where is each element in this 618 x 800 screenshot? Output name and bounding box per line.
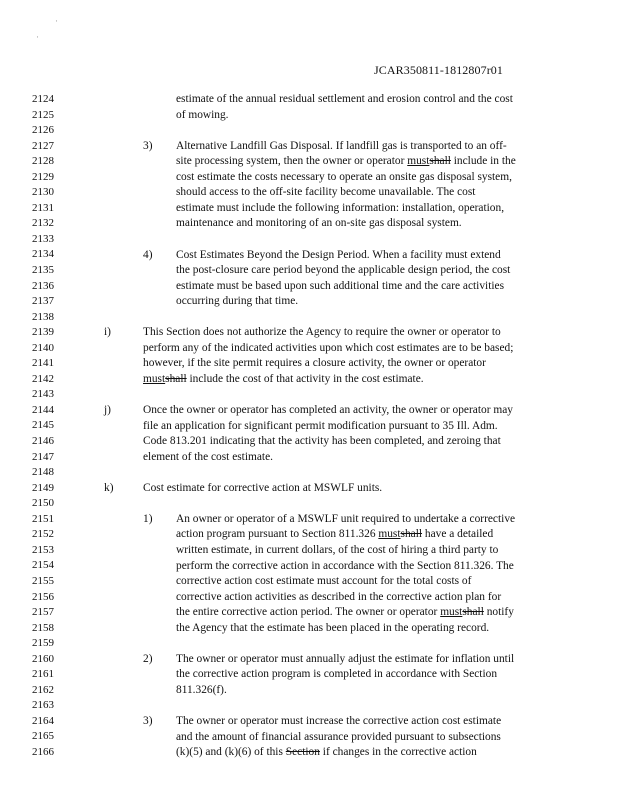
text-line: the corrective action program is completed in accordance with Section — [176, 668, 498, 681]
text-line: The owner or operator must increase the corrective action cost estimate — [176, 715, 502, 727]
line-number: 2163 — [32, 699, 54, 712]
document-id: JCAR350811-1812807r01 — [374, 63, 503, 77]
line-number: 2141 — [32, 357, 54, 370]
text-line: Code 813.201 indicating that the activity has been completed, and zeroing that — [143, 435, 501, 448]
text-line: of mowing. — [176, 108, 229, 121]
inserted-text: must — [378, 528, 401, 541]
line-number: 2162 — [32, 683, 54, 696]
line-number: 2160 — [32, 652, 54, 665]
line-number: 2151 — [32, 512, 54, 525]
text-line: the entire corrective action period. The owner or operator mustshall notify — [176, 606, 514, 619]
line-number: 2128 — [32, 155, 54, 168]
line-number: 2154 — [32, 559, 54, 572]
deleted-text: Section — [285, 746, 320, 759]
line-number: 2145 — [32, 419, 54, 432]
line-number: 2126 — [32, 124, 54, 137]
line-number: 2158 — [32, 621, 54, 634]
text-line: however, if the site permit requires a closure activity, the owner or operator — [143, 357, 486, 370]
text-line: corrective action activities as described in the corrective action plan for — [176, 590, 502, 603]
text-line: occurring during that time. — [176, 295, 299, 308]
line-number: 2152 — [32, 528, 54, 541]
text-line: estimate must be based upon such additional time and the care activities — [176, 279, 505, 292]
line-number: 2125 — [32, 108, 54, 121]
line-number: 2138 — [32, 310, 54, 323]
text-line: perform any of the indicated activities upon which cost estimates are to be based; — [143, 341, 514, 354]
line-number: 2132 — [32, 217, 54, 230]
deleted-text: shall — [400, 528, 423, 541]
text-line: (k)(5) and (k)(6) of this Section if changes in the corrective action — [176, 746, 477, 759]
item-label: 1) — [143, 512, 153, 525]
text-line: should access to the off-site facility become unavailable. The cost — [176, 186, 476, 199]
line-number: 2134 — [32, 248, 54, 261]
text-line: mustshall include the cost of that activity in the cost estimate. — [143, 372, 424, 385]
text-line: Once the owner or operator has completed an activity, the owner or operator may — [143, 404, 513, 416]
scan-speck: · — [55, 16, 58, 26]
text-line: corrective action cost estimate must account for the total costs of — [176, 575, 472, 588]
line-number: 2137 — [32, 295, 54, 308]
line-number: 2153 — [32, 543, 54, 556]
text-line: Cost Estimates Beyond the Design Period. When a facility must extend — [176, 248, 501, 261]
text-line: the post-closure care period beyond the applicable design period, the cost — [176, 264, 511, 277]
line-number: 2157 — [32, 606, 54, 619]
text-line: The owner or operator must annually adjust the estimate for inflation until — [176, 652, 515, 665]
inserted-text: must — [407, 155, 430, 168]
text-line: maintenance and monitoring of an on-site gas disposal system. — [176, 217, 462, 230]
text-line: cost estimate the costs necessary to operate an onsite gas disposal system, — [176, 170, 512, 183]
line-numbers-column — [32, 92, 62, 761]
line-number: 2140 — [32, 341, 54, 354]
line-number: 2131 — [32, 201, 54, 214]
line-number: 2144 — [32, 403, 54, 416]
line-number: 2130 — [32, 186, 54, 199]
line-number: 2135 — [32, 264, 54, 277]
item-label: 3) — [143, 139, 153, 152]
text-line: written estimate, in current dollars, of the cost of hiring a third party to — [176, 544, 499, 556]
text-line: estimate must include the following information: installation, operation, — [176, 201, 505, 214]
line-number: 2127 — [32, 139, 54, 152]
line-number: 2143 — [32, 388, 54, 401]
inserted-text: must — [143, 372, 166, 385]
text-line: This Section does not authorize the Agency to require the owner or operator to — [143, 326, 501, 339]
text-line: Alternative Landfill Gas Disposal. If landfill gas is transported to an off- — [176, 139, 507, 152]
deleted-text: shall — [429, 155, 451, 168]
text-line: site processing system, then the owner or operator mustshall include in the — [176, 155, 516, 168]
text-line: file an application for significant permit modification pursuant to 35 Ill. Adm. — [143, 419, 498, 432]
item-label: 4) — [143, 248, 153, 261]
line-number: 2164 — [32, 714, 54, 727]
item-label: j) — [104, 404, 111, 416]
text-line: estimate of the annual residual settlement and erosion control and the cost — [176, 93, 513, 105]
item-label: i) — [104, 326, 111, 339]
scan-speck: · — [36, 32, 39, 42]
line-number: 2155 — [32, 574, 54, 587]
text-line: perform the corrective action in accordance with the Section 811.326. The — [176, 559, 514, 572]
deleted-text: shall — [462, 606, 484, 619]
line-number: 2165 — [32, 730, 54, 743]
line-number: 2124 — [32, 93, 54, 105]
line-number: 2161 — [32, 668, 54, 681]
line-number: 2148 — [32, 466, 54, 479]
line-number: 2129 — [32, 170, 54, 183]
item-label: 2) — [143, 652, 153, 665]
line-number: 2150 — [32, 497, 54, 510]
line-number: 2142 — [32, 372, 54, 385]
text-line: 811.326(f). — [176, 683, 227, 696]
line-number: 2136 — [32, 279, 54, 292]
item-label: 3) — [143, 715, 153, 727]
line-number: 2166 — [32, 745, 54, 758]
text-line: action program pursuant to Section 811.326 mustshall have a detailed — [176, 528, 494, 541]
line-number: 2133 — [32, 232, 54, 245]
line-number: 2149 — [32, 481, 54, 494]
text-line: element of the cost estimate. — [143, 450, 273, 463]
text-line: the Agency that the estimate has been placed in the operating record. — [176, 621, 490, 634]
line-number: 2156 — [32, 590, 54, 603]
line-number: 2146 — [32, 435, 54, 448]
line-number: 2139 — [32, 326, 54, 339]
item-label: k) — [104, 481, 114, 494]
line-number: 2147 — [32, 450, 54, 463]
inserted-text: must — [440, 606, 463, 619]
text-line: Cost estimate for corrective action at MSWLF units. — [143, 481, 383, 494]
text-line: and the amount of financial assurance provided pursuant to subsections — [176, 730, 501, 743]
text-line: An owner or operator of a MSWLF unit required to undertake a corrective — [176, 512, 516, 525]
deleted-text: shall — [165, 372, 187, 385]
line-number: 2159 — [32, 637, 54, 650]
